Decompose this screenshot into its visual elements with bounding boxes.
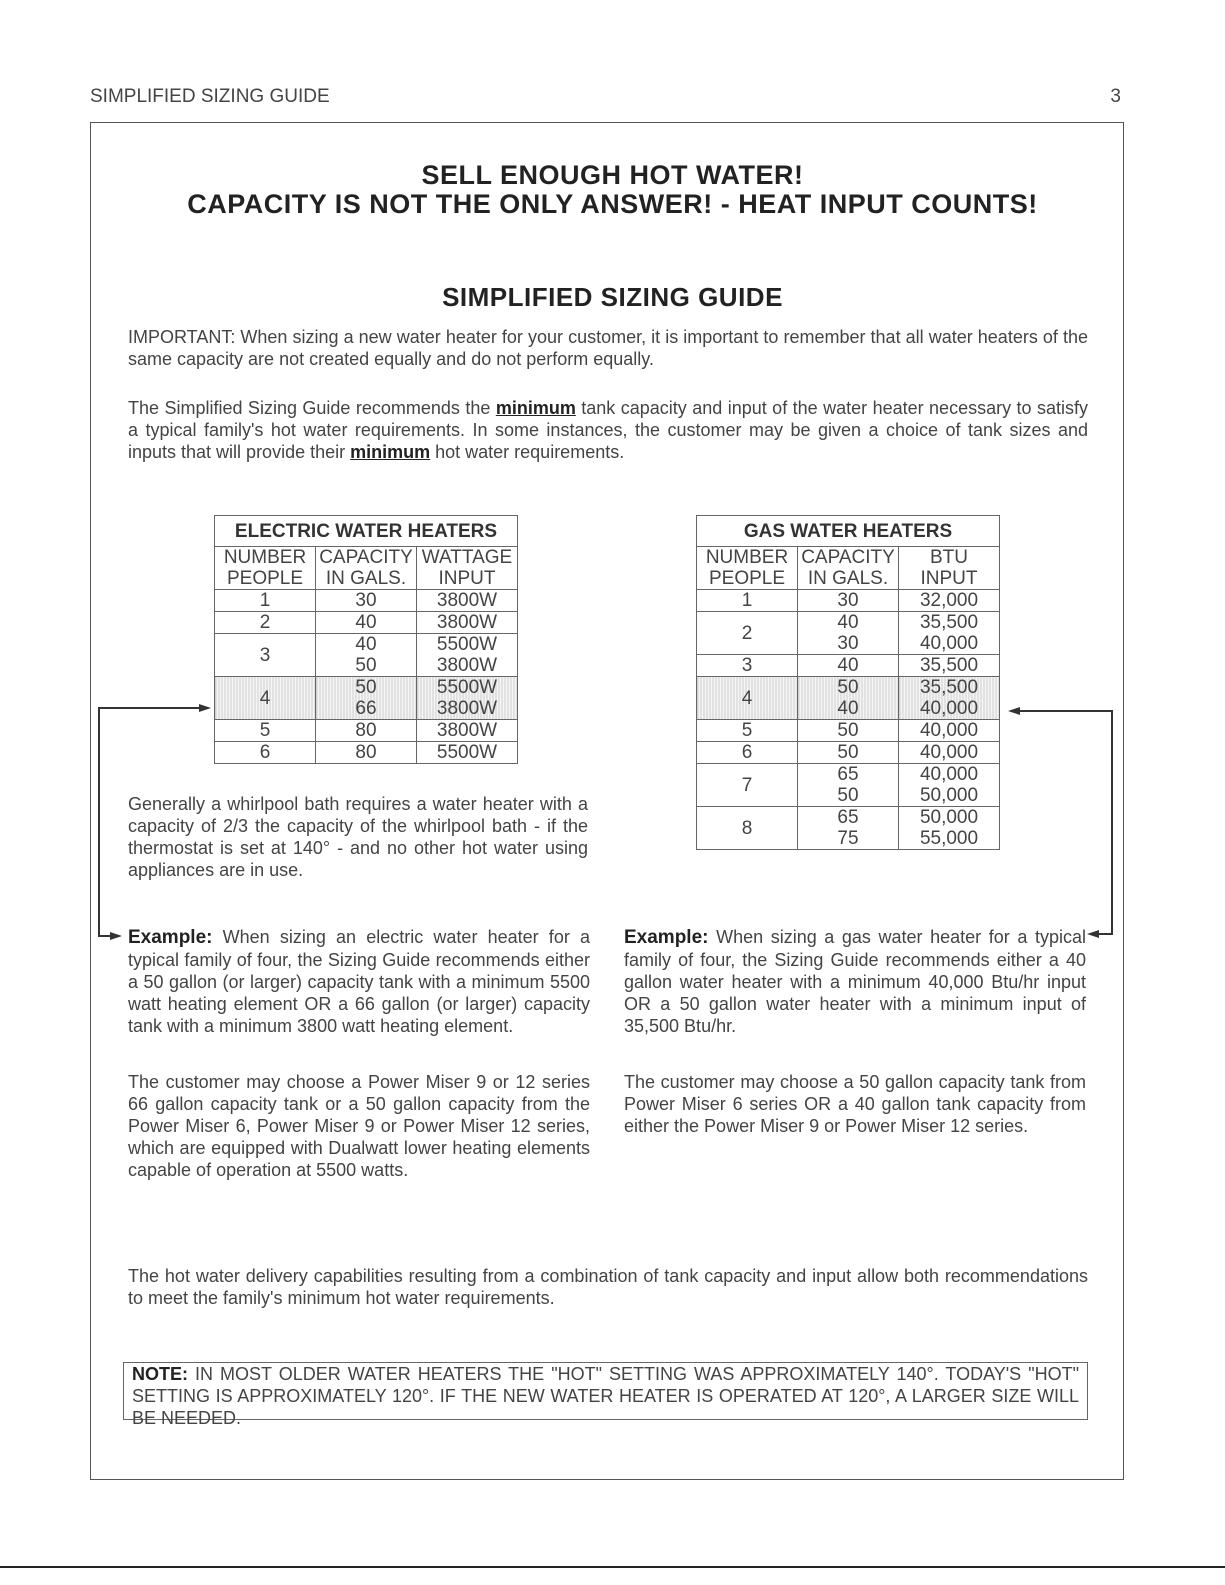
gas-col-capacity: CAPACITY IN GALS. [798,547,899,590]
electric-connector-vertical [98,707,100,936]
gas-connector-vertical [1111,710,1113,935]
headline-line-2: CAPACITY IS NOT THE ONLY ANSWER! - HEAT INPUT COUNTS! [187,189,1038,219]
cell-input-value: 40,000 [919,720,979,741]
cell-capacity-value: 30 [355,590,377,611]
table-row [215,720,518,742]
cell-input [417,742,518,764]
cell-input-value: 40,000 [919,742,979,763]
table-row [215,742,518,764]
electric-example [128,926,590,1037]
cell-capacity-value: 65 [837,807,859,828]
cell-capacity-value: 40 [355,634,377,655]
cell-capacity [798,807,899,850]
cell-input-value: 35,500 [919,612,979,633]
guide-title: SIMPLIFIED SIZING GUIDE [442,282,783,312]
cell-input [417,612,518,634]
cell-input-value: 55,000 [919,828,979,849]
cell-people: 4 [697,677,798,720]
gas-table-title: GAS WATER HEATERS [697,516,1000,547]
cell-capacity-value: 40 [837,612,859,633]
cell-capacity [798,677,899,720]
important-paragraph: IMPORTANT: When sizing a new water heater for your customer, it is important to remember that all water heaters of the same capacity are not created equally and do not perform equally. [128,327,1088,369]
cell-capacity [316,634,417,677]
whirlpool-paragraph: Generally a whirlpool bath requires a water heater with a capacity of 2/3 the capacity of the whirlpool bath - if the thermostat is set at 140° - and no other hot water using appliances are in use. [128,794,588,880]
gas-example-text: When sizing a gas water heater for a typical family of four, the Sizing Guide recommends either a 40 gallon water heater with a minimum 40,000 Btu/hr input OR a 50 gallon water heater with a minimum input of 35,500 Btu/hr. [624,927,1086,1036]
table-row [215,634,518,677]
cell-capacity [798,742,899,764]
cell-input [417,634,518,677]
table-row [697,742,1000,764]
electric-water-heaters-table [214,515,518,764]
cell-input-value: 40,000 [919,633,979,654]
note-text: IN MOST OLDER WATER HEATERS THE "HOT" SETTING WAS APPROXIMATELY 140°. TODAY'S "HOT" SETTING IS APPROXIMATELY 120°. IF THE NEW WATER HEATER IS OPERATED AT 120°, A LARGER SIZE WILL BE NEEDED. [132,1364,1079,1428]
cell-input-value: 35,500 [919,677,979,698]
conclusion-paragraph: The hot water delivery capabilities resulting from a combination of tank capacity and input allow both recommendations to meet the family's minimum hot water requirements. [128,1266,1088,1308]
page-number: 3 [1110,86,1121,107]
cell-input [417,590,518,612]
cell-input-value: 5500W [436,677,498,698]
cell-input [899,720,1000,742]
electric-example-label: Example: [128,927,213,948]
electric-col-input: WATTAGE INPUT [417,547,518,590]
cell-input-value: 32,000 [919,590,979,611]
cell-capacity-value: 40 [355,612,377,633]
headline-line-1: SELL ENOUGH HOT WATER! [421,160,804,190]
electric-table-title: ELECTRIC WATER HEATERS [215,516,518,547]
cell-capacity [316,590,417,612]
cell-people: 3 [697,655,798,677]
cell-people: 1 [697,590,798,612]
cell-capacity-value: 50 [355,677,377,698]
cell-capacity-value: 50 [837,785,859,806]
intro-emphasis-2: minimum [350,442,431,462]
cell-people: 3 [215,634,316,677]
cell-people: 2 [697,612,798,655]
electric-connector-top [98,707,201,709]
gas-example-arrow-icon [1087,930,1099,938]
gas-col-input: BTU INPUT [899,547,1000,590]
intro-paragraph [128,397,1088,463]
cell-people: 5 [697,720,798,742]
cell-input [899,655,1000,677]
section-title: SIMPLIFIED SIZING GUIDE [90,86,330,107]
cell-people: 7 [697,764,798,807]
cell-input-value: 3800W [436,612,498,633]
intro-part-2: tank capacity and input of the water heater necessary to satisfy a typical family's hot water requirements. In some instances, the customer may be given a choice of tank sizes and inputs that will provide their [128,398,1088,462]
cell-input-value: 50,000 [919,807,979,828]
cell-capacity-value: 40 [837,698,859,719]
table-row [697,764,1000,807]
cell-input-value: 3800W [436,720,498,741]
cell-capacity-value: 80 [355,720,377,741]
cell-input [899,742,1000,764]
electric-example-text: When sizing an electric water heater for a typical family of four, the Sizing Guide recommends either a 50 gallon (or larger) capacity tank with a minimum 5500 watt heating element OR a 66 gallon (or larger) capacity tank with a minimum 3800 watt heating element. [128,927,590,1036]
table-row [697,655,1000,677]
gas-col-people: NUMBER PEOPLE [697,547,798,590]
cell-input [899,590,1000,612]
electric-col-capacity: CAPACITY IN GALS. [316,547,417,590]
cell-people: 6 [215,742,316,764]
gas-followup: The customer may choose a 50 gallon capacity tank from Power Miser 6 series OR a 40 gallon tank capacity from either the Power Miser 9 or Power Miser 12 series. [624,1072,1086,1136]
cell-capacity-value: 75 [837,828,859,849]
cell-capacity-value: 30 [837,633,859,654]
cell-capacity-value: 80 [355,742,377,763]
cell-capacity [798,612,899,655]
cell-input [899,612,1000,655]
cell-capacity [798,764,899,807]
cell-capacity [316,612,417,634]
cell-people: 1 [215,590,316,612]
cell-input [899,677,1000,720]
cell-input-value: 35,500 [919,655,979,676]
cell-input-value: 3800W [436,590,498,611]
electric-col-people: NUMBER PEOPLE [215,547,316,590]
cell-input-value: 5500W [436,742,498,763]
cell-input-value: 50,000 [919,785,979,806]
cell-input-value: 40,000 [919,698,979,719]
cell-capacity-value: 40 [837,655,859,676]
gas-arrow-icon [1008,707,1020,715]
cell-capacity-value: 50 [837,720,859,741]
table-row [697,612,1000,655]
page-header [90,86,1121,108]
cell-capacity [798,590,899,612]
cell-capacity-value: 50 [837,677,859,698]
cell-people: 5 [215,720,316,742]
cell-input-value: 3800W [436,655,498,676]
cell-input [417,720,518,742]
table-row [697,677,1000,720]
cell-input-value: 5500W [436,634,498,655]
cell-capacity [316,742,417,764]
cell-capacity [798,720,899,742]
intro-emphasis-1: minimum [495,398,576,418]
table-row [215,677,518,720]
electric-followup: The customer may choose a Power Miser 9 or 12 series 66 gallon capacity tank or a 50 gallon capacity from the Power Miser 6, Power Miser 9 or Power Miser 12 series, which are equipped with Dualwatt lower heating elements capable of operation at 5500 watts. [128,1072,590,1180]
table-row [697,590,1000,612]
cell-input-value: 40,000 [919,764,979,785]
cell-capacity [316,720,417,742]
note-box [123,1362,1088,1428]
gas-connector-bottom [1097,933,1113,935]
bottom-rule [0,1566,1225,1568]
table-row [697,720,1000,742]
gas-example-label: Example: [624,927,709,948]
intro-part-1: The Simplified Sizing Guide recommends the [128,398,496,418]
cell-input [899,807,1000,850]
note-label: NOTE: [132,1364,188,1384]
cell-capacity [316,677,417,720]
cell-people: 8 [697,807,798,850]
cell-capacity-value: 50 [837,742,859,763]
cell-capacity-value: 66 [355,698,377,719]
cell-people: 6 [697,742,798,764]
cell-capacity-value: 50 [355,655,377,676]
cell-input-value: 3800W [436,698,498,719]
gas-connector-top [1018,710,1113,712]
cell-capacity [798,655,899,677]
cell-capacity-value: 65 [837,764,859,785]
cell-capacity-value: 30 [837,590,859,611]
gas-water-heaters-table [696,515,1000,850]
table-row [215,590,518,612]
table-row [697,807,1000,850]
example-arrow-icon [110,932,122,940]
gas-example [624,926,1086,1037]
cell-input [899,764,1000,807]
intro-part-3: hot water requirements. [430,442,625,462]
cell-people: 2 [215,612,316,634]
cell-people: 4 [215,677,316,720]
electric-arrow-icon [199,704,211,712]
cell-input [417,677,518,720]
table-row [215,612,518,634]
